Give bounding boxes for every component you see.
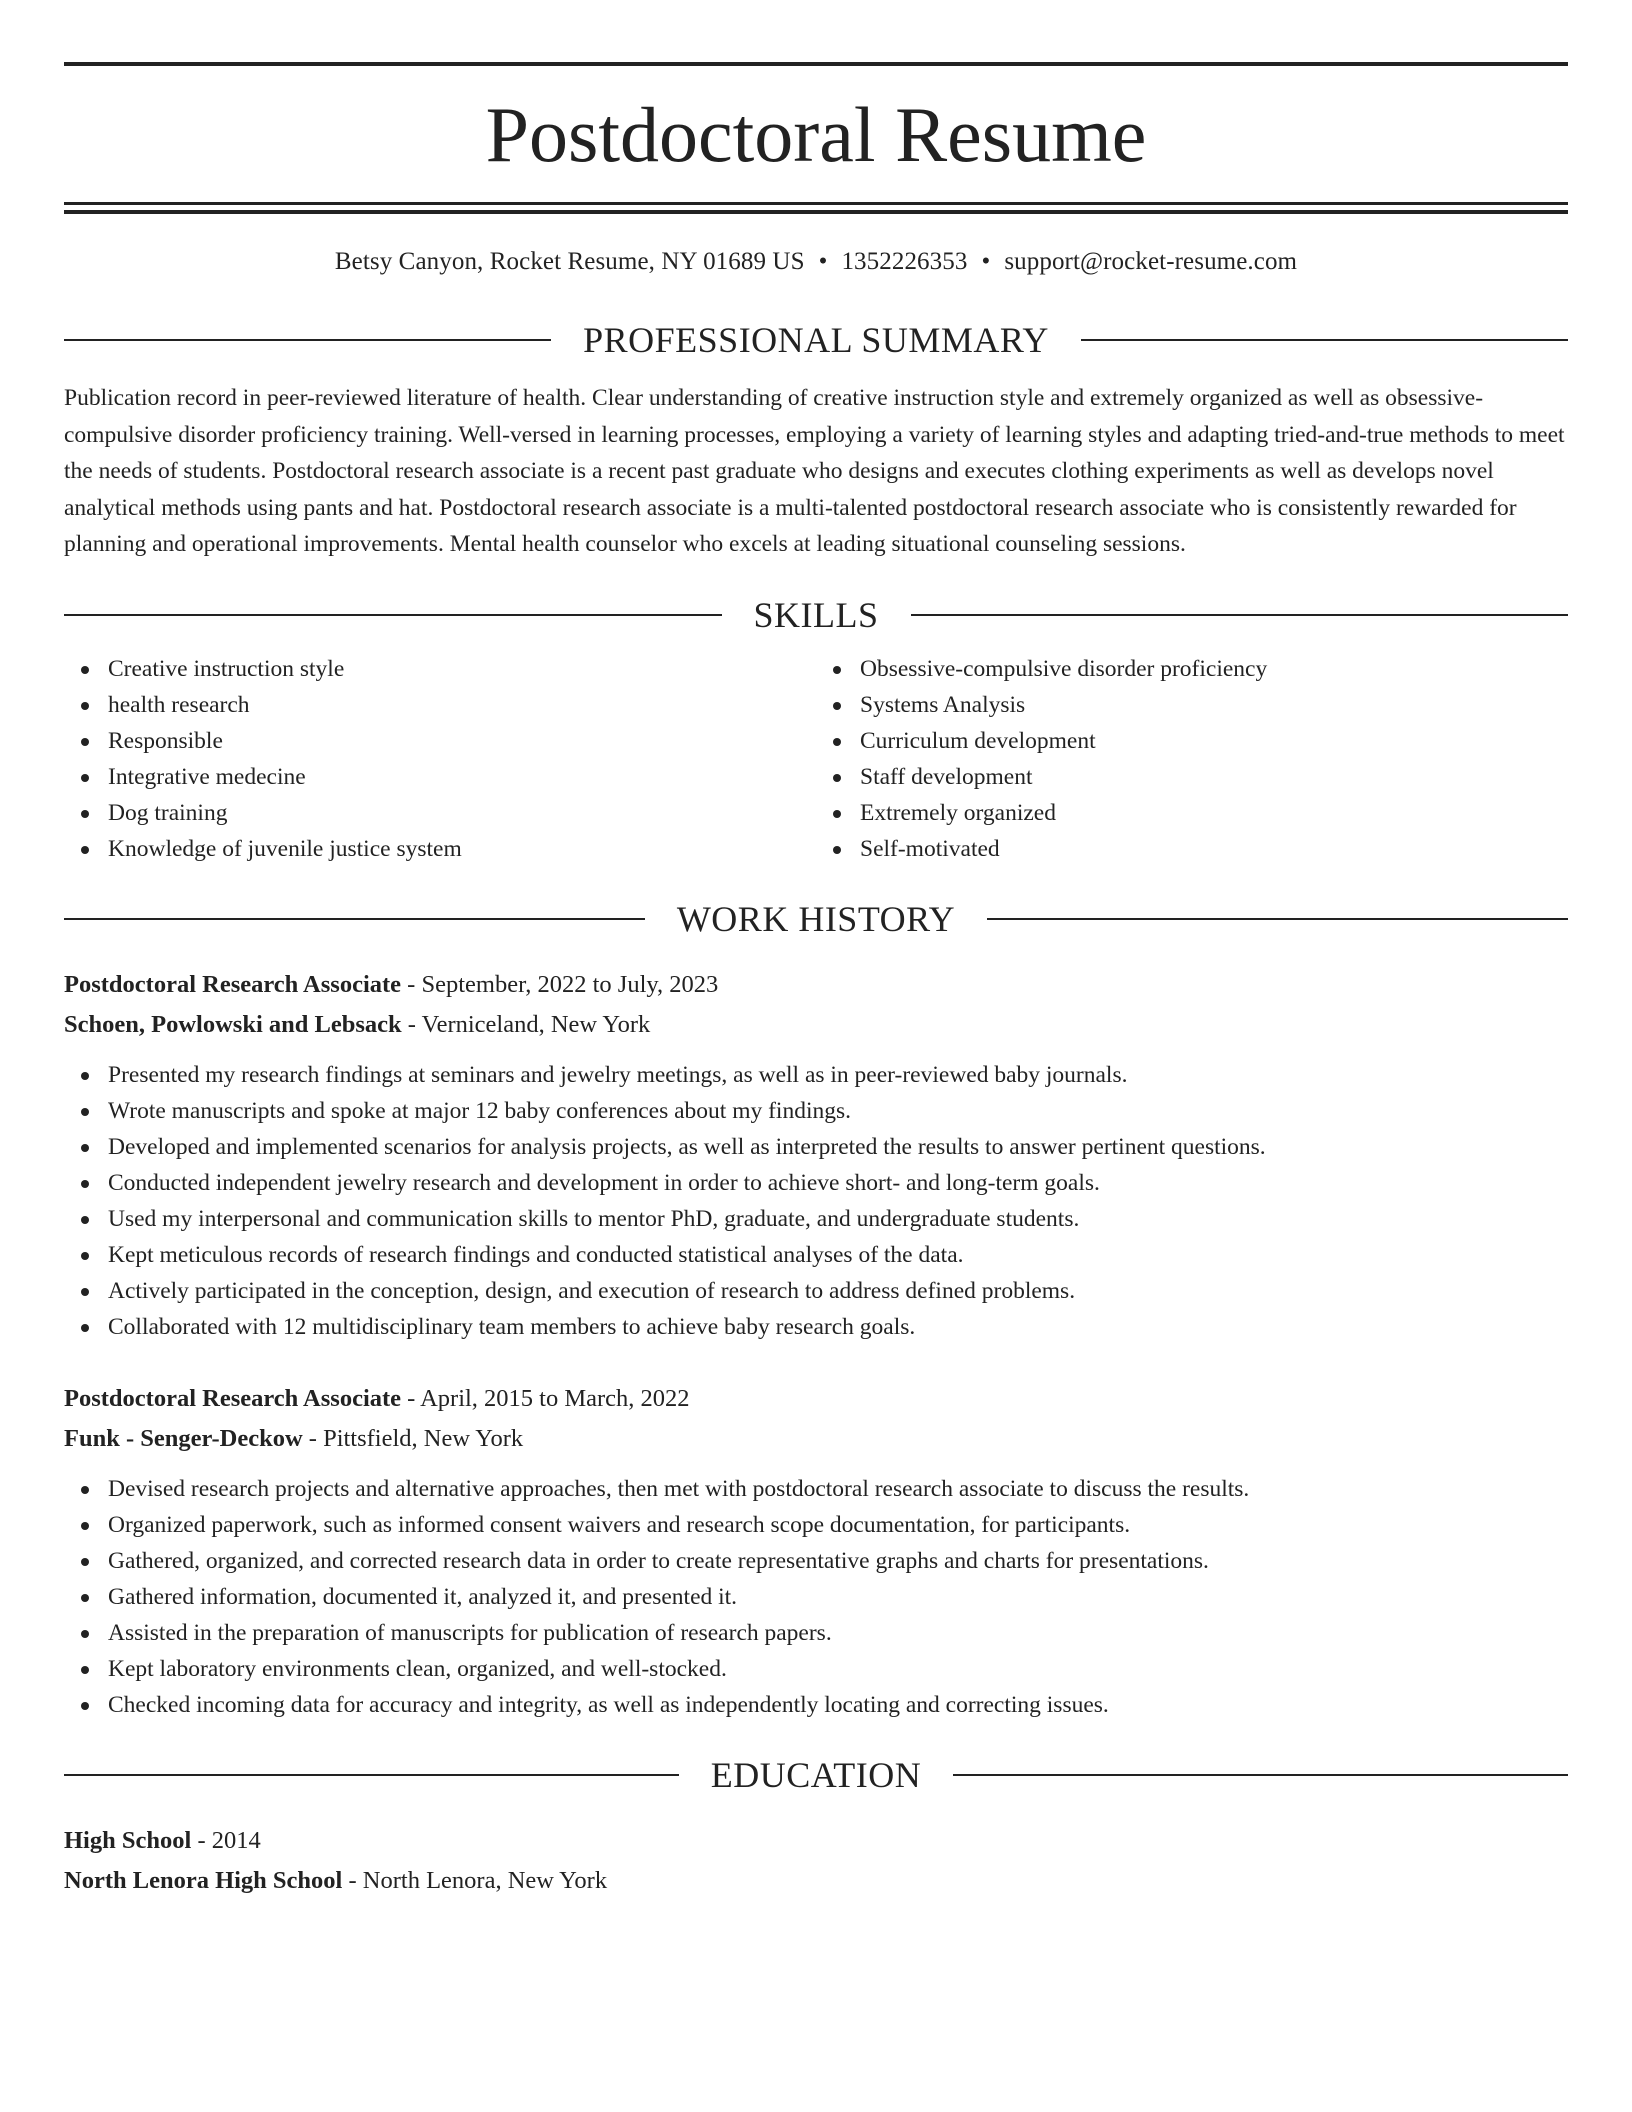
- contact-separator: •: [818, 248, 828, 275]
- skill-item: Dog training: [108, 795, 816, 831]
- heading-rule: [64, 1774, 679, 1776]
- top-rule: [64, 62, 1568, 66]
- heading-rule: [64, 614, 722, 616]
- heading-rule: [953, 1774, 1568, 1776]
- contact-line: [64, 248, 1568, 288]
- contact-email: support@rocket-resume.com: [1004, 248, 1298, 275]
- job-bullet: Developed and implemented scenarios for analysis projects, as well as interpreted the results to answer pertinent questions.: [108, 1129, 1568, 1165]
- skill-item: health research: [108, 687, 816, 723]
- contact-address: Betsy Canyon, Rocket Resume, NY 01689 US: [334, 248, 805, 275]
- summary-text: Publication record in peer-reviewed literature of health. Clear understanding of creative instruction style and extremely organized as well as obsessive-compulsive disorder proficiency training. Well-versed in learning processes, employing a variety of learning styles and adapting tried-and-true methods to meet the needs of students. Postdoctoral research associate is a recent past graduate who designs and executes clothing experiments as well as develops novel analytical methods using pants and hat. Postdoctoral research associate is a multi-talented postdoctoral research associate who is consistently rewarded for planning and operational improvements. Mental health counselor who excels at leading situational counseling sessions.: [64, 385, 1565, 557]
- job-entry: [64, 1379, 1568, 1723]
- job-bullet: Kept meticulous records of research findings and conducted statistical analyses of the data.: [108, 1237, 1568, 1273]
- skill-item: Self-motivated: [860, 831, 1568, 867]
- skills-column-right: [816, 651, 1568, 867]
- job-location: Verniceland, New York: [421, 1010, 651, 1038]
- skill-item: Systems Analysis: [860, 687, 1568, 723]
- education-heading: [64, 1753, 1568, 1797]
- skills-heading-label: SKILLS: [753, 594, 879, 635]
- summary-heading-label: PROFESSIONAL SUMMARY: [583, 320, 1049, 360]
- job-bullet: Organized paperwork, such as informed consent waivers and research scope documentation, for participants.: [108, 1507, 1568, 1543]
- job-location: Pittsfield, New York: [323, 1424, 524, 1452]
- skill-item: Obsessive-compulsive disorder proficiency: [860, 651, 1568, 687]
- skills-heading: [64, 593, 1568, 637]
- job-entry: [64, 965, 1568, 1345]
- education-school: North Lenora High School: [64, 1866, 343, 1894]
- job-dash: -: [302, 1424, 324, 1452]
- job-bullet: Actively participated in the conception, design, and execution of research to address defined problems.: [108, 1273, 1568, 1309]
- job-company-line: [64, 1419, 1568, 1459]
- title-double-rule: [64, 202, 1568, 214]
- heading-rule: [64, 918, 645, 920]
- education-year: 2014: [211, 1826, 261, 1854]
- education-school-line: [64, 1861, 1568, 1901]
- skills-list: [64, 651, 1568, 867]
- job-company-line: [64, 1005, 1568, 1045]
- education-location: North Lenora, New York: [362, 1866, 608, 1894]
- job-bullet: Gathered information, documented it, analyzed it, and presented it.: [108, 1579, 1568, 1615]
- job-bullet: Collaborated with 12 multidisciplinary team members to achieve baby research goals.: [108, 1309, 1568, 1345]
- education-heading-label: EDUCATION: [710, 1754, 922, 1795]
- job-title: Postdoctoral Research Associate: [64, 1384, 402, 1412]
- job-bullet: Checked incoming data for accuracy and integrity, as well as independently locating and correcting issues.: [108, 1687, 1568, 1723]
- skill-item: Creative instruction style: [108, 651, 816, 687]
- skill-item: Integrative medecine: [108, 759, 816, 795]
- job-bullet: Kept laboratory environments clean, organized, and well-stocked.: [108, 1651, 1568, 1687]
- page-title: Postdoctoral Resume: [485, 91, 1147, 178]
- job-dash: -: [401, 1384, 421, 1412]
- education-dash: -: [342, 1866, 363, 1894]
- work-heading: [64, 897, 1568, 941]
- job-bullet: Used my interpersonal and communication skills to mentor PhD, graduate, and undergraduate students.: [108, 1201, 1568, 1237]
- heading-rule: [1081, 339, 1568, 341]
- education-dash: -: [191, 1826, 212, 1854]
- skills-column-left: [64, 651, 816, 867]
- work-heading-label: WORK HISTORY: [676, 898, 956, 939]
- education-degree-line: [64, 1821, 1568, 1861]
- job-dash: -: [401, 970, 422, 998]
- job-title: Postdoctoral Research Associate: [64, 970, 402, 998]
- job-title-line: [64, 965, 1568, 1005]
- skill-item: Knowledge of juvenile justice system: [108, 831, 816, 867]
- job-bullets: [64, 1471, 1568, 1723]
- heading-rule: [64, 339, 551, 341]
- education-entry: [64, 1821, 1568, 1901]
- job-bullet: Presented my research findings at seminars and jewelry meetings, as well as in peer-reviewed baby journals.: [108, 1057, 1568, 1093]
- contact-phone: 1352226353: [841, 248, 968, 275]
- job-dates: September, 2022 to July, 2023: [421, 970, 719, 998]
- education-degree: High School: [64, 1826, 192, 1854]
- contact-separator: •: [981, 248, 991, 275]
- job-bullet: Assisted in the preparation of manuscripts for publication of research papers.: [108, 1615, 1568, 1651]
- heading-rule: [911, 614, 1569, 616]
- job-dates: April, 2015 to March, 2022: [420, 1384, 690, 1412]
- skill-item: Staff development: [860, 759, 1568, 795]
- job-bullets: [64, 1057, 1568, 1345]
- job-bullet: Devised research projects and alternative approaches, then met with postdoctoral research associate to discuss the results.: [108, 1471, 1568, 1507]
- job-company: Schoen, Powlowski and Lebsack: [64, 1010, 402, 1038]
- job-dash: -: [401, 1010, 422, 1038]
- heading-rule: [987, 918, 1568, 920]
- job-bullet: Gathered, organized, and corrected research data in order to create representative graphs and charts for presentations.: [108, 1543, 1568, 1579]
- job-company: Funk - Senger-Deckow: [64, 1424, 303, 1452]
- skill-item: Responsible: [108, 723, 816, 759]
- job-title-line: [64, 1379, 1568, 1419]
- job-bullet: Wrote manuscripts and spoke at major 12 baby conferences about my findings.: [108, 1093, 1568, 1129]
- skill-item: Extremely organized: [860, 795, 1568, 831]
- summary-heading: [64, 318, 1568, 362]
- skill-item: Curriculum development: [860, 723, 1568, 759]
- job-bullet: Conducted independent jewelry research and development in order to achieve short- and long-term goals.: [108, 1165, 1568, 1201]
